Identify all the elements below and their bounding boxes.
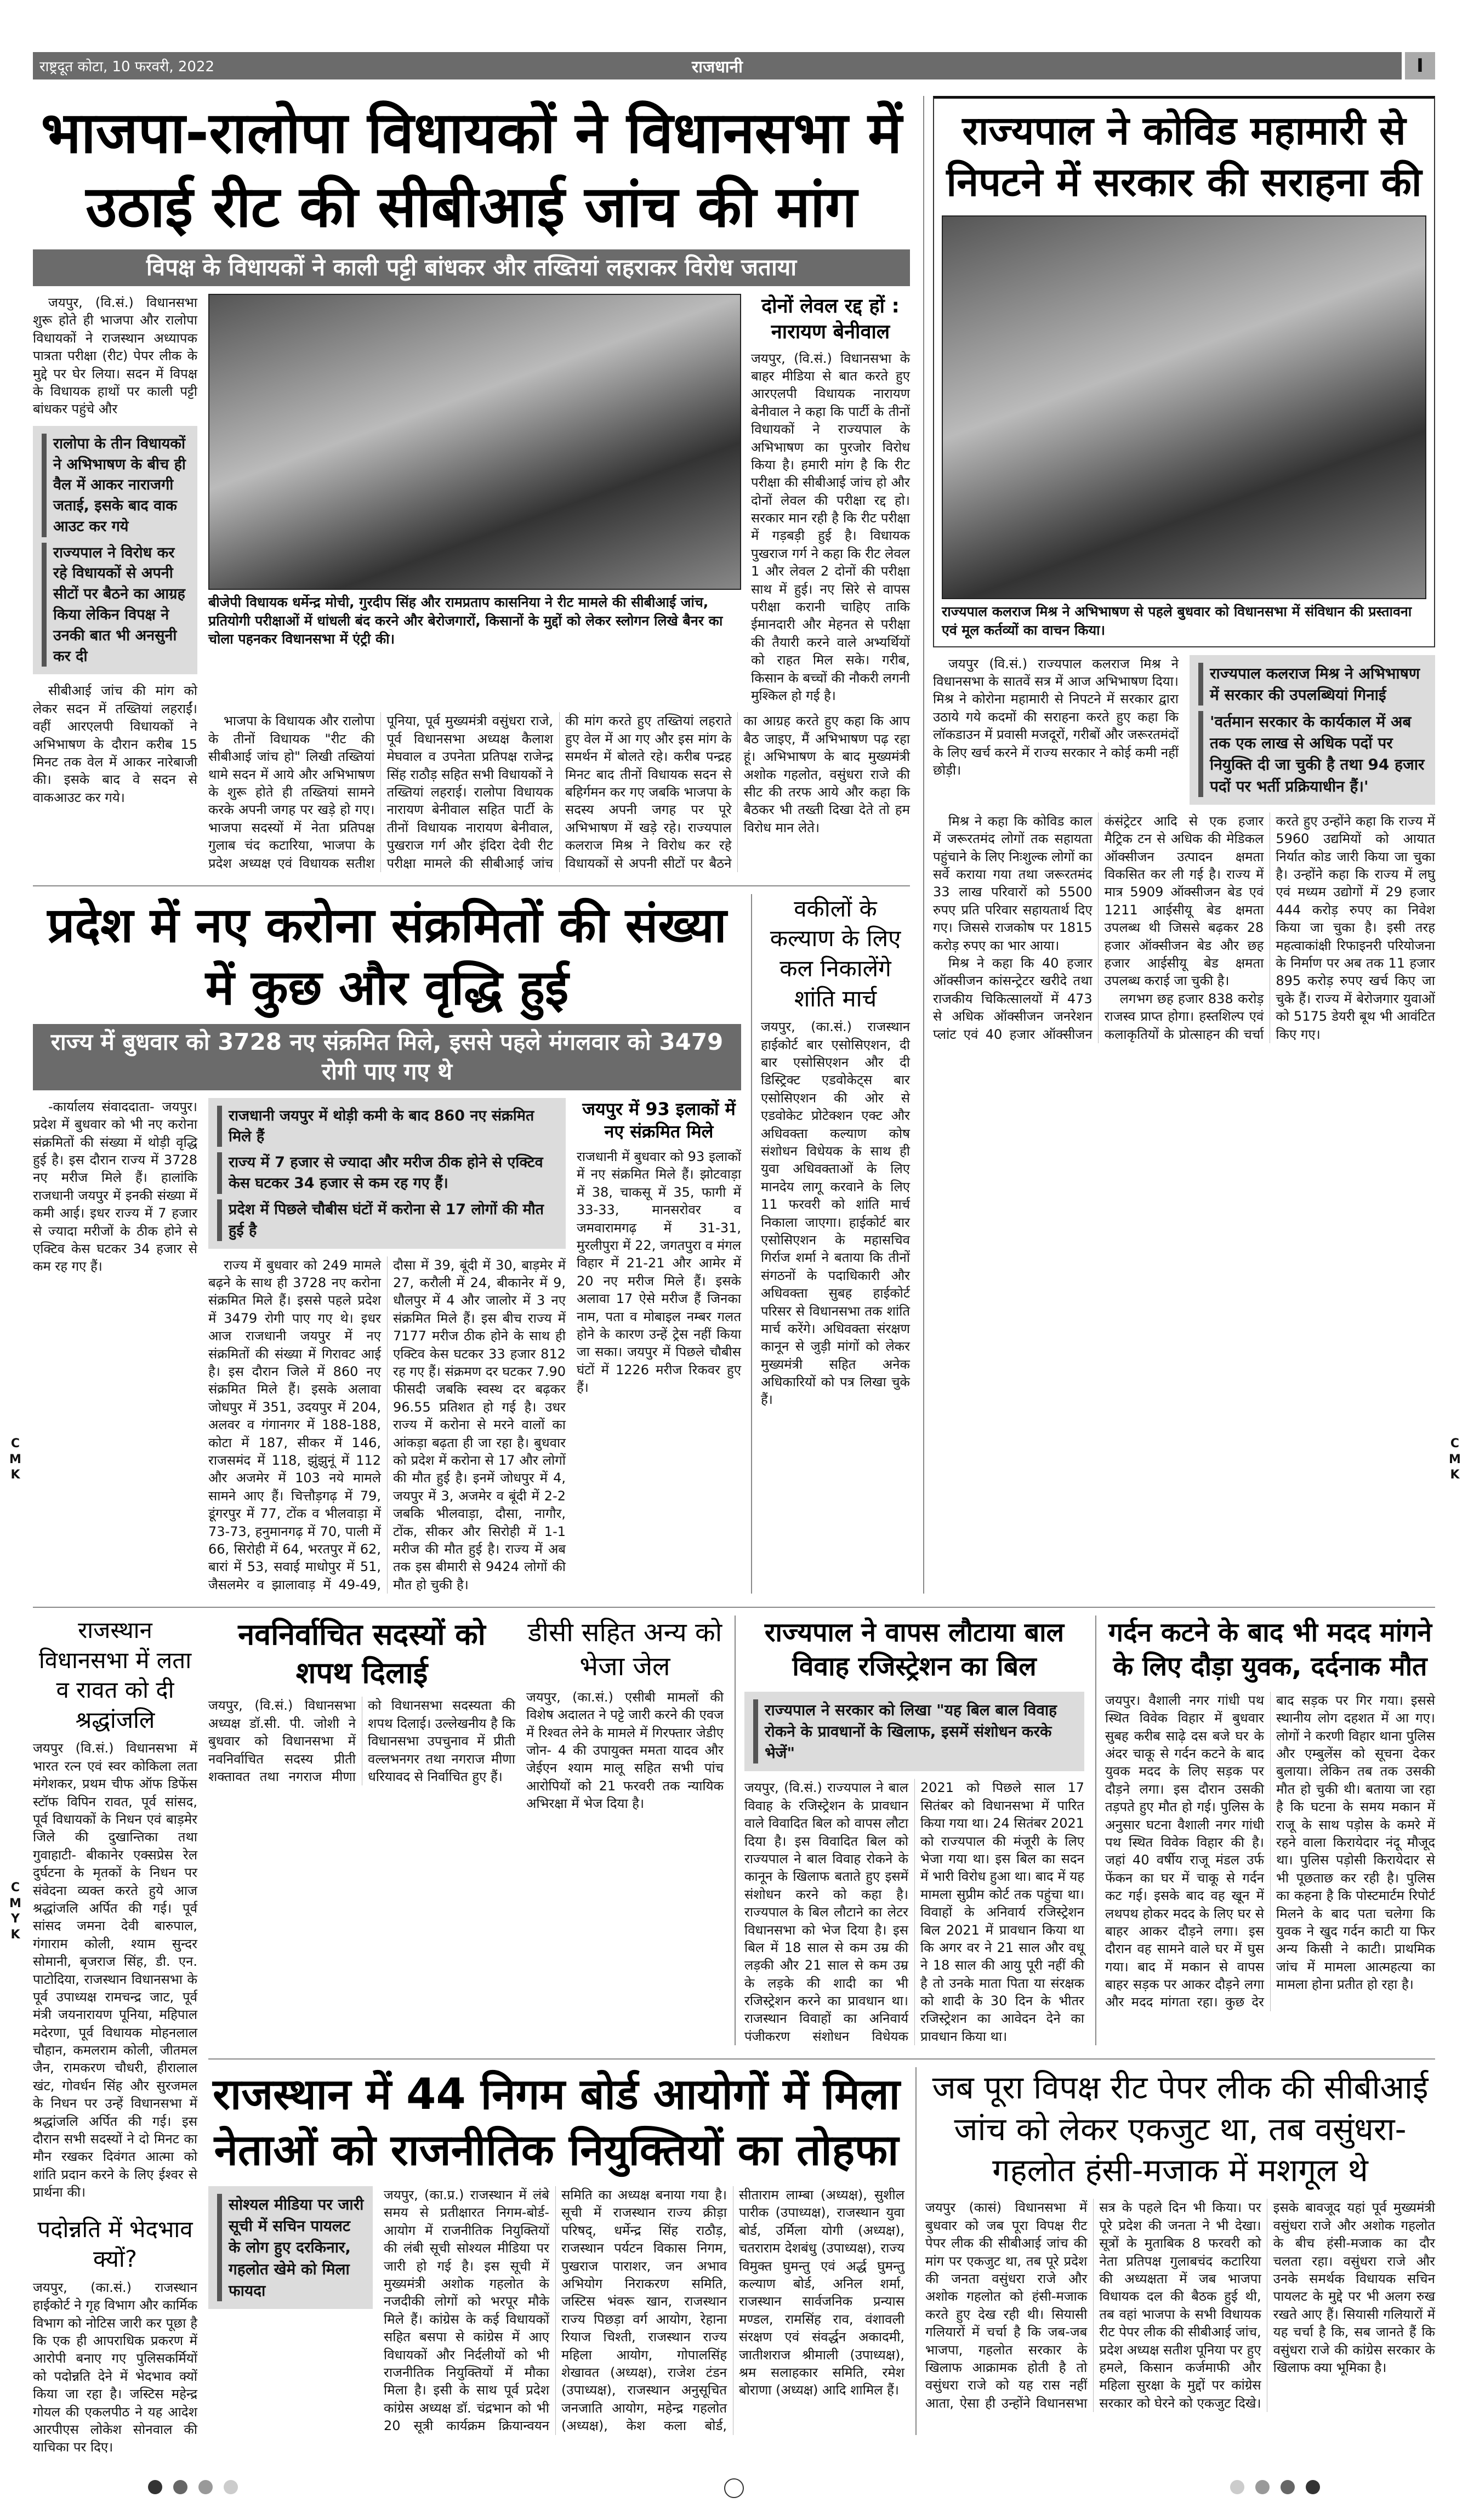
lead-paragraph: जयपुर, (वि.सं.) विधानसभा शुरू होते ही भाजपा और रालोपा विधायकों ने राजस्थान अध्यापक पात्रता परीक्षा (रीट) पेपर लीक के मुद्दे पर घेर लिया। सदन में विपक्ष के विधायक हाथों पर काली पट्टी बांधकर पहुंचे और — [33, 294, 197, 417]
corona-story — [33, 894, 741, 1594]
governor-highlights — [1190, 655, 1435, 805]
cmyk-mark-right — [1448, 1436, 1461, 1483]
corona-headline: प्रदेश में नए करोना संक्रमितों की संख्या में कुछ और वृद्धि हुई — [47, 896, 727, 1016]
governor-headline: राज्यपाल ने कोविड महामारी से निपटने में सरकार की सराहना की — [946, 107, 1422, 205]
corona-subhead: राज्य में बुधवार को 3728 नए संक्रमित मिले, इससे पहले मंगलवार को 3479 रोगी पाए गए थे — [33, 1024, 741, 1090]
corona-body-2 — [208, 1256, 566, 1594]
corona-body-3: राजधानी में बुधवार को 93 इलाकों में नए संक्रमित मिले हैं। झोटवाड़ा में 38, चाकसू में 35, फागी में 33-33, मानसरोवर व जमवारामगढ़ में 31-31, मुरलीपुरा में 22, जगतपुरा व मंगल विहार में 21-21 और आमेर में 20 नए मरीज मिले हैं। इसके अलावा 17 ऐसे मरीज हैं जिनका नाम, पता व मोबाइल नम्बर गलत होने के कारण उन्हें ट्रेस नहीं किया जा सका। जयपुर में पिछले चौबीस घंटों में 1226 मरीज रिकवर हुए हैं। — [577, 1149, 741, 1396]
color-dot — [224, 2480, 238, 2494]
color-dot — [198, 2480, 213, 2494]
lead-headline: भाजपा-रालोपा विधायकों ने विधानसभा में उठाई रीट की सीबीआई जांच की मांग — [41, 99, 902, 241]
lead-cont — [33, 682, 197, 806]
masthead-bar — [33, 52, 1402, 79]
row-b — [208, 1615, 1435, 2045]
cmyk-letter: Y — [11, 1912, 20, 1926]
highlight-item: राज्य में 7 हजार से ज्यादा और मरीज ठीक होने से एक्टिव केस घटकर 34 हजार से कम रह गए हैं। — [217, 1152, 557, 1194]
cmyk-letter: M — [1449, 1452, 1461, 1466]
ret-story — [915, 2067, 1435, 2434]
appointments-headline: राजस्थान में 44 निगम बोर्ड आयोगों में मिला नेताओं को राजनीतिक नियुक्तियों का तोहफा — [213, 2070, 900, 2175]
governor-paragraph: लगभग छह हजार 838 करोड़ राजस्व प्राप्त होगा। हस्तशिल्प एवं कलाकृतियों के प्रोत्साहन की चर्चा करते हुए उन्होंने कहा कि राज्य में 5960 उद्यमियों को आयात निर्यात कोड जारी किया जा चुका है। उन्होंने कहा कि राज्य में लघु एवं मध्यम उद्योगों में 29 हजार 444 करोड़ रुपए का निवेश किया जा चुका है। इसी तरह महत्वाकांक्षी रिफाइनरी परियोजना के निर्माण पर अब तक 11 हजार 895 करोड़ रुपए खर्च किए जा चुके हैं। राज्य में बेरोजगार युवाओं को 5175 डेयरी बूथ भी आवंटित किए गए। — [1104, 813, 1435, 1042]
governor-paragraph: जयपुर (वि.सं.) राज्यपाल कलराज मिश्र ने विधानसभा के सातवें सत्र में आज अभिभाषण दिया। मिश्र ने कोरोना महामारी से निपटने में सरकार द्वारा उठाये गये कदमों की सराहना करते हुए कहा कि लॉकडाउन में प्रवासी मजदूरों, गरीबों और जरूरतमंदों के लिए खर्च करने में राज्य सरकार ने कोई कमी नहीं छोड़ी। — [933, 656, 1179, 778]
lawyers-body: जयपुर, (का.सं.) राजस्थान हाईकोर्ट बार एसोसिएशन, दी बार एसोसिएशन और दी डिस्ट्रिक्ट एडवोकेट्स बार एसोसिएशन की ओर से एडवोकेट प्रोटेक्शन एक्ट और अधिवक्ता कल्याण कोष संशोधन विधेयक के साथ ही युवा अधिवक्ताओं के लिए मानदेय लागू करवाने के लिए 11 फरवरी को शांति मार्च निकाला जाएगा। हाईकोर्ट बार एसोसिएशन के महासचिव गिर्राज शर्मा ने बताया कि तीनों संगठनों के पदाधिकारी और अधिवक्ता सुबह हाईकोर्ट परिसर से विधानसभा तक शांति मार्च करेंगे। अधिवक्ता संरक्षण कानून से जुड़ी मांगों को लेकर मुख्यमंत्री सहित अनेक अधिकारियों को पत्र लिखा चुके हैं। — [761, 1019, 910, 1408]
corona-body-1 — [33, 1098, 197, 1594]
highlight-item: रालोपा के तीन विधायकों ने अभिभाषण के बीच ही वैल में आकर नाराजगी जताई, इसके बाद वाक आउट कर गये — [42, 434, 189, 537]
lead-right-area — [208, 294, 910, 872]
governor-photo — [942, 215, 1426, 599]
highlight-item: राज्यपाल ने सरकार को लिखा "यह बिल बाल विवाह रोकने के प्रावधानों के खिलाफ, इसमें संशोधन करके भेजें" — [753, 1699, 1076, 1764]
row-c — [208, 2058, 1435, 2434]
appointments-story — [208, 2067, 904, 2434]
cmyk-letter: C — [1450, 1437, 1460, 1450]
page-number: I — [1405, 52, 1435, 79]
cmyk-letter: M — [9, 1896, 21, 1910]
oath-headline: नवनिर्वाचित सदस्यों को शपथ दिलाई — [238, 1617, 486, 1691]
lead-highlights — [33, 426, 197, 675]
oath-story — [208, 1615, 515, 2045]
highlight-item: सोश्यल मीडिया पर जारी सूची में सचिन पायलट के लोग हुए दरकिनार, गहलोत खेमे को मिला फायदा — [217, 2194, 364, 2301]
lead-left-column — [33, 294, 197, 872]
top-left — [33, 96, 910, 1594]
lead-photo-caption: बीजेपी विधायक धर्मेन्द्र मोची, गुरदीप सिंह और रामप्रताप कासनिया ने रीट मामले की सीबीआई जांच, प्रतियोगी परीक्षाओं में धांधली बंद करने और बेरोजगारों, किसानों के मुद्दों को लेकर स्लोगन लिखे बैनर का चोला पहनकर विधानसभा में एंट्री की। — [208, 594, 723, 647]
child-marriage-body: जयपुर, (वि.सं.) राज्यपाल ने बाल विवाह के रजिस्ट्रेशन के प्रावधान वाले विवादित बिल को वापस लौटा दिया है। इस विवादित बिल को राज्यपाल ने बाल विवाह रोकने के कानून के खिलाफ बताते हुए इसमें संशोधन करने को कहा है। राज्यपाल के बिल लौटाने का लेटर विधानसभा को भेज दिया है। इस बिल में 18 साल से कम उम्र की लड़की और 21 साल से कम उम्र के लड़के की शादी का भी रजिस्ट्रेशन करने का प्रावधान था। राजस्थान विवाहों का अनिवार्य पंजीकरण संशोधन विधेयक 2021 को पिछले साल 17 सितंबर को विधानसभा में पारित किया गया था। 24 सितंबर 2021 को राज्यपाल की मंजूरी के लिए भेजा गया था। इस बिल का सदन में भारी विरोध हुआ था। बाद में यह मामला सुप्रीम कोर्ट तक पहुंचा था। विवाहों के अनिवार्य रजिस्ट्रेशन बिल 2021 में प्रावधान किया था कि अगर वर ने 21 साल और वधू ने 18 साल की आयु पूरी नहीं की है तो उनके माता पिता या संरक्षक को शादी के 30 दिन के भीतर रजिस्ट्रेशन का आवेदन देने का प्रावधान किया था। — [744, 1780, 1084, 2044]
neck-body: जयपुर। वैशाली नगर गांधी पथ स्थित विवेक विहार में बुधवार सुबह करीब साढ़े दस बजे घर के अंदर चाकू से गर्दन कटने के बाद युवक मदद के लिए सड़क पर दौड़ने लगा। इस दौरान उसकी तड़पते हुए मौत हो गई। पुलिस के अनुसार घटना वैशाली नगर गांधी पथ स्थित विवेक विहार की है। जहां 40 वर्षीय राजू मंडल उर्फ फेंकन का घर में चाकू से गर्दन कट गई। इसके बाद वह खून में लथपथ होकर मदद के लिए घर से बाहर आकर दौड़ने लगा। इस दौरान वह सामने वाले घर में घुस गया। बाद में मकान से वापस बाहर सड़क पर आकर दौड़ने लगा और मदद मांगता रहा। कुछ देर बाद सड़क पर गिर गया। इससे स्थानीय लोग दहशत में आ गए। लोगों ने करणी विहार थाना पुलिस और एम्बुलेंस को सूचना देकर बुलाया। लेकिन तब तक उसकी मौत हो चुकी थी। बताया जा रहा है कि घटना के समय मकान में राजू के साथ पड़ोस के कमरे में रहने वाला किरायेदार नंदू मौजूद था। पुलिस पड़ोसी किरायेदार से भी पूछताछ कर रही है। पुलिस का कहना है कि पोस्टमार्टम रिपोर्ट मिलने के बाद पता चलेगा कि युवक ने खुद गर्दन काटी या फिर अन्य किसी ने काटी। प्राथमिक जांच में मामला आत्महत्या का मामला होना प्रतीत हो रहा है। — [1105, 1692, 1435, 2010]
lead-intro — [33, 294, 197, 418]
appointments-columns — [208, 2186, 904, 2434]
masthead — [33, 52, 1435, 79]
color-dot — [1281, 2480, 1295, 2494]
bills-row — [735, 1615, 1435, 2045]
tribute-headline: राजस्थान विधानसभा में लता व रावत को दी श्रद्धांजलि — [38, 1617, 192, 1733]
beniwal-headline: दोनों लेवल रद्द हों : नारायण बेनीवाल — [761, 294, 900, 343]
highlight-item: 'वर्तमान सरकार के कार्यकाल में अब तक एक लाख से अधिक पदों पर नियुक्ति दी जा चुकी है तथा 94 हजार पदों पर भर्ती प्रक्रियाधीन हैं।' — [1198, 711, 1426, 797]
corona-columns — [33, 1098, 741, 1594]
highlight-item: राजधानी जयपुर में थोड़ी कमी के बाद 860 नए संक्रमित मिले हैं — [217, 1106, 557, 1147]
corona-highlights — [208, 1098, 566, 1249]
ret-body: जयपुर (कासं) विधानसभा में बुधवार को जब पूरा विपक्ष रीट पेपर लीक की सीबीआई जांच की मांग पर एकजुट था, तब पूरे प्रदेश की जनता वसुंधरा राजे और अशोक गहलोत को हंसी-मजाक करते हुए देख रही थी। सियासी गलियारों में चर्चा है कि जब-जब भाजपा, गहलोत सरकार के खिलाफ आक्रामक होती है तो वसुंधरा राजे को यह रास नहीं आता, ऐसा ही उन्होंने विधानसभा सत्र के पहले दिन भी किया। पर पूरे प्रदेश की जनता ने भी देखा। सूत्रों के मुताबिक 8 फरवरी को नेता प्रतिपक्ष गुलाबचंद कटारिया की अध्यक्षता में जब भाजपा विधायक दल की बैठक हुई थी, तब वहां भाजपा के सभी विधायक रीट पेपर लीक की सीबीआई जांच, प्रदेश अध्यक्ष सतीश पूनिया पर हुए हमले, किसान कर्जमाफी और महिला सुरक्षा के मुद्दों पर कांग्रेस सरकार को घेरने को एकजुट दिखे। इसके बावजूद यहां पूर्व मुख्यमंत्री वसुंधरा राजे और अशोक गहलोत के बीच हंसी-मजाक का दौर चलता रहा। वसुंधरा राजे और उनके समर्थक विधायक सचिन पायलट के मुद्दे पर भी अलग रुख रखते आए हैं। सियासी गलियारों में यह चर्चा है कि, सब जानते हैं कि वसुंधरा राजे की कांग्रेस सरकार के खिलाफ क्या भूमिका है। — [925, 2200, 1435, 2411]
lower-right-area — [208, 1615, 1435, 2456]
registration-dots — [143, 2480, 724, 2496]
governor-paragraph: मिश्र ने कहा कि 40 हजार ऑक्सीजन कांसन्ट्रेटर खरीदे तथा राजकीय चिकित्सालयों में 473 से अधिक ऑक्सीजन जनरेशन प्लांट एवं 40 हजार ऑक्सीजन कंसंट्रेटर आदि से एक हजार मैट्रिक टन से अधिक की मेडिकल ऑक्सीजन उत्पादन क्षमता विकसित कर ली गई है। राज्य में मात्र 5909 ऑक्सीजन बेड एवं 1211 आईसीयू बेड क्षमता उपलब्ध थी जिससे बढ़कर 28 हजार ऑक्सीजन बेड और छह हजार आईसीयू बेड क्षमता उपलब्ध कराई जा चुकी है। — [933, 813, 1264, 1042]
lead-paragraph: भाजपा के विधायक और रालोपा के तीनों विधायक "रीट की सीबीआई जांच हो" लिखी तख्तियां थामे सदन में आये और अभिभाषण के शुरू होते ही तख्तियां सामने करके अपनी जगह पर खड़े हो गए। भाजपा सदस्यों में नेता प्रतिपक्ष गुलाब चंद कटारिया, भाजपा के प्रदेश अध्यक्ष एवं विधायक सतीश पूनिया, पूर्व मुख्यमंत्री वसुंधरा राजे, पूर्व विधानसभा अध्यक्ष कैलाश मेघवाल व उपनेता प्रतिपक्ष राजेन्द्र सिंह राठौड़ सहित सभी विधायकों ने तख्तियां लहराई। रालोपा विधायक नारायण बेनीवाल सहित पार्टी के तीनों विधायक नारायण बेनीवाल, पुखराज गर्ग और इंदिरा देवी रीट परीक्षा मामले की सीबीआई जांच की मांग करते हुए तख्तियां लहराते हुए वेल में आ गए और इस मांग के समर्थन में बोलते रहे। करीब पन्द्रह मिनट बाद तीनों विधायक सदन से बहिर्गमन कर गए जबकि भाजपा के सदस्य अपनी जगह पर पूरे अभिभाषण में खड़े रहे। राज्यपाल कलराज मिश्र ने विरोध कर रहे विधायकों से अपनी सीटों पर बैठने का आग्रह करते हुए कहा कि आप बैठ जाइए, मैं अभिभाषण पढ़ रहा हूं। अभिभाषण के बाद मुख्यमंत्री अशोक गहलोत, वसुंधरा राजे की सीट की तरफ आये और कहा कि बैठकर भी तख्ती दिखा देते तो हम विरोध मान लेते। — [208, 713, 910, 871]
neck-story — [1095, 1615, 1435, 2045]
color-dot — [148, 2480, 162, 2494]
cmyk-letter: M — [9, 1452, 21, 1466]
cmyk-letter: C — [10, 1881, 20, 1895]
appointments-body: जयपुर, (का.प्र.) राजस्थान में लंबे समय से प्रतीक्षारत निगम-बोर्ड-आयोग में राजनीतिक नियुक्तियों की लंबी सूची सोश्यल मीडिया पर जारी हो गई है। इस सूची में मुख्यमंत्री अशोक गहलोत के नजदीकी लोगों को भरपूर मौके मिले हैं। कांग्रेस के कई विधायकों सहित बसपा से कांग्रेस में आए विधायकों और निर्दलीयों को भी राजनीतिक नियुक्तियों में मौका मिला है। इसी के साथ पूर्व प्रदेश कांग्रेस अध्यक्ष डॉ. चंद्रभान को भी 20 सूत्री कार्यक्रम क्रियान्वयन समिति का अध्यक्ष बनाया गया है। सूची में राजस्थान राज्य क्रीड़ा परिषद्, धर्मेन्द्र सिंह राठौड़, राजस्थान पर्यटन विकास निगम, पुखराज पाराशर, जन अभाव अभियोग निराकरण समिति, जस्टिस भंवरू खान, राजस्थान राज्य पिछड़ा वर्ग आयोग, रेहाना रियाज चिश्ती, राजस्थान राज्य महिला आयोग, गोपालसिंह शेखावत (अध्यक्ष), राजेश टंडन (उपाध्यक्ष), राजस्थान अनुसूचित जनजाति आयोग, महेन्द्र गहलोत (अध्यक्ष), केश कला बोर्ड, सीताराम लाम्बा (अध्यक्ष), सुशील पारीक (उपाध्यक्ष), राजस्थान युवा बोर्ड, उर्मिला योगी (अध्यक्ष), चतराराम देशबंधु (उपाध्यक्ष), राज्य विमुक्त घुमन्तु एवं अर्द्ध घुमन्तु कल्याण बोर्ड, अनिल शर्मा, राजस्थान सार्वजनिक प्रन्यास मण्डल, रामसिंह राव, वंशावली संरक्षण एवं संवर्द्धन अकादमी, जातीशराज श्रीमाली (उपाध्यक्ष), श्रम सलाहकार समिति, रमेश बोराणा (अध्यक्ष) आदि शामिल हैं। — [384, 2187, 904, 2434]
corona-middle — [208, 1098, 566, 1594]
governor-photo-caption: राज्यपाल कलराज मिश्र ने अभिभाषण से पहले बुधवार को विधानसभा में संविधान की प्रस्तावना एवं मूल कर्तव्यों का वाचन किया। — [942, 604, 1412, 638]
lower-section — [33, 1607, 1435, 2456]
lead-body — [208, 712, 910, 872]
corona-paragraph: राज्य में बुधवार को 249 मामले बढ़ने के साथ ही 3728 नए करोना संक्रमित मिले हैं। इससे पहले प्रदेश में 3479 रोगी पाए गए थे। इधर आज राजधानी जयपुर में नए संक्रमितों की संख्या में गिरावट आई है। इस दौरान जिले में 860 नए संक्रमित मिले हैं। इसके अलावा जोधपुर में 351, उदयपुर में 204, अलवर व गंगानगर में 188-188, कोटा में 187, सीकर में 146, राजसमंद में 118, झुंझुनूं में 112 और अजमेर में 103 नये मामले सामने आए हैं। चित्तौड़गढ़ में 79, डूंगरपुर में 77, टोंक व भीलवाड़ा में 73-73, हनुमानगढ़ में 70, पाली में 66, सिरोही में 64, भरतपुर में 62, बारां में 53, सवाई माधोपुर में 51, जैसलमेर व झालावाड़ में 49-49, दौसा में 39, बूंदी में 30, बाड़मेर में 27, करौली में 24, बीकानेर में 9, धौलपुर में 4 और जालोर में 3 नए संक्रमित मिले हैं। इस बीच राज्य में 7177 मरीज ठीक होने के साथ ही एक्टिव केस घटकर 33 हजार 812 रह गए हैं। संक्रमण दर घटकर 7.90 फीसदी जबकि स्वस्थ दर बढ़कर 96.55 प्रतिशत हो गई है। उधर राज्य में करोना से मरने वालों का आंकड़ा बढ़ता ही जा रहा है। बुधवार को प्रदेश में करोना से 17 और लोगों की मौत हुई है। इनमें जोधपुर में 4, जयपुर में 3, अजमेर व बूंदी में 2-2 जबकि भीलवाड़ा, दौसा, नागौर, टोंक, सीकर और सिरोही में 1-1 मरीज की मौत हुई है। राज्य में अब तक इस बीमारी से 9424 लोगों की मौत हो चुकी है। — [208, 1257, 566, 1592]
section-name: राजधानी — [692, 57, 743, 77]
beniwal-body: जयपुर, (वि.सं.) विधानसभा के बाहर मीडिया से बात करते हुए आरएलपी विधायक नारायण बेनीवाल ने कहा कि पार्टी के तीनों विधायकों ने राज्यपाल के अभिभाषण का पुरजोर विरोध किया है। हमारी मांग है कि रीट परीक्षा की सीबीआई जांच हो और दोनों लेवल की परीक्षा रद्द हो। सरकार मान रही है कि रीट परीक्षा में गड़बड़ी हुई है। विधायक पुखराज गर्ग ने कहा कि रीट लेवल 1 और लेवल 2 दोनों की परीक्षा साथ में हुई। नए सिरे से वापस परीक्षा करानी चाहिए ताकि ईमानदारी और मेहनत से परीक्षा की तैयारी करने वाले अभ्यर्थियों को राहत मिल सके। गरीब, किसान के बच्चों की नौकरी लगनी मुश्किल हो गई है। — [751, 350, 910, 703]
highlight-item: राज्यपाल कलराज मिश्र ने अभिभाषण में सरकार की उपलब्धियां गिनाई — [1198, 663, 1426, 706]
promotion-headline: पदोन्नति में भेदभाव क्यों? — [37, 2215, 193, 2273]
lead-story — [33, 294, 910, 872]
lead-subhead: विपक्ष के विधायकों ने काली पट्टी बांधकर और तख्तियां लहराकर विरोध जताया — [33, 249, 910, 286]
top-section — [33, 96, 1435, 1594]
lawyers-story — [751, 894, 910, 1594]
jail-body: जयपुर, (का.सं.) एसीबी मामलों की विशेष अदालत ने पट्टे जारी करने की एवज में रिश्वत लेने के मामले में गिरफ्तार जेडीए जोन- 4 की उपायुक्त ममता यादव और जेईएन श्याम मालू सहित सभी पांच आरोपियों को 21 फरवरी तक न्यायिक अभिरक्षा में भेज दिया है। — [526, 1689, 724, 1812]
appointments-highlight — [208, 2186, 373, 2309]
beniwal-story — [751, 294, 910, 704]
corona-paragraph: -कार्यालय संवाददाता- जयपुर। प्रदेश में बुधवार को भी नए करोना संक्रमितों की संख्या में थोड़ी वृद्धि हुई है। इस दौरान राज्य में 3728 नए मरीज मिले हैं। हालांकि राजधानी जयपुर में इनकी संख्या में कमी आई। इधर राज्य में 7 हजार से ज्यादा मरीजों के ठीक होने से एक्टिव केस घटकर 34 हजार से कम रह गए हैं। — [33, 1099, 197, 1275]
corona-subsection-title: जयपुर में 93 इलाकों में नए संक्रमित मिले — [582, 1098, 736, 1142]
cmyk-letter: K — [10, 1468, 20, 1482]
color-dot — [173, 2480, 187, 2494]
cmyk-letter: K — [1450, 1468, 1460, 1482]
highlight-item: राज्यपाल ने विरोध कर रहे विधायकों से अपनी सीटों पर बैठने का आग्रह किया लेकिन विपक्ष ने उनकी बात भी अनसुनी कर दी — [42, 543, 189, 667]
top-right — [923, 96, 1435, 1594]
color-dot — [1306, 2480, 1320, 2494]
governor-paragraph: मिश्र ने कहा कि कोविड काल में जरूरतमंद लोगों तक सहायता पहुंचाने के लिए निःशुल्क लोगों का सर्वे कराया गया तथा जरूरतमंद 33 लाख परिवारों को 5500 रुपए प्रति परिवार सहायतार्थ दिए गए। जिससे राजकोष पर 1815 करोड़ रुपए का भार आया। — [933, 813, 1093, 953]
jail-story — [526, 1615, 724, 2045]
lead-paragraph: सीबीआई जांच की मांग को लेकर सदन में तख्तियां लहराईं। वहीं आरएलपी विधायकों ने अभिभाषण के दौरान करीब 15 मिनट तक वेल में आकर नारेबाजी की। इसके बाद वे सदन से वाकआउट कर गये। — [33, 683, 197, 805]
color-dot — [1230, 2480, 1244, 2494]
cmyk-letter: C — [10, 1437, 20, 1450]
cmyk-mark-left-lower — [9, 1880, 22, 1943]
crosshair-mark — [724, 2478, 744, 2498]
jail-headline: डीसी सहित अन्य को भेजा जेल — [527, 1617, 722, 1682]
governor-story — [933, 96, 1435, 647]
governor-body-left — [933, 655, 1179, 805]
lawyers-headline: वकीलों के कल्याण के लिए कल निकालेंगे शांति मार्च — [770, 895, 901, 1012]
oath-body: जयपुर, (वि.सं.) विधानसभा अध्यक्ष डॉ.सी. पी. जोशी ने बुधवार को विधानसभा में नवनिर्वाचित सदस्य प्रीती शक्तावत तथा नगराज मीणा को विधानसभा सदस्यता की शपथ दिलाई। उल्लेखनीय है कि विधानसभा उपचुनाव में प्रीती वल्लभनगर तथा नगराज मीणा धरियावद से निर्वाचित हुए हैं। — [208, 1698, 515, 1784]
highlight-item: प्रदेश में पिछले चौबीस घंटों में करोना से 17 लोगों की मौत हुई है — [217, 1199, 557, 1241]
lead-photo-row — [208, 294, 910, 704]
neck-headline: गर्दन कटने के बाद भी मदद मांगने के लिए दौड़ा युवक, दर्दनाक मौत — [1108, 1617, 1432, 1682]
cmyk-mark-left — [9, 1436, 22, 1483]
lead-photo — [208, 294, 741, 590]
corona-right — [577, 1098, 741, 1594]
footer-marks — [33, 2478, 1435, 2498]
lower-left-column — [33, 1615, 197, 2456]
tribute-body: जयपुर (वि.सं.) विधानसभा में भारत रत्न एवं स्वर कोकिला लता मंगेशकर, प्रथम चीफ ऑफ डिफेंस स्टॉफ विपिन रावत, पूर्व सांसद, पूर्व विधायकों के निधन एवं बाड़मेर जिले की दुखान्तिका तथा गुवाहाटी- बीकानेर एक्सप्रेस रेल दुर्घटना के मृतकों के निधन पर संवेदना व्यक्त करते हुये आज श्रद्धांजलि अर्पित की गई। पूर्व सांसद जमना देवी बारुपाल, गंगाराम कोली, श्याम सुन्दर सोमानी, बृजराज सिंह, डी. एन. पाटोदिया, राजस्थान विधानसभा के पूर्व उपाध्यक्ष रामचन्द्र जाट, पूर्व मंत्री जयनारायण पूनिया, महिपाल मदेरणा, पूर्व विधायक मोहनलाल चौहान, कमलराम कोली, जीतमल जैन, रामकरण चौधरी, हीरालाल खंट, गोवर्धन सिंह और सुरजमल के निधन पर उन्हें विधानसभा में श्रद्धांजलि अर्पित की गई। इस दौरान सभी सदस्यों ने दो मिनट का मौन रखकर दिवंगत आत्मा को शांति प्रदान करने के लिए ईश्वर से प्रार्थना की। — [33, 1740, 197, 2200]
cmyk-letter: K — [10, 1927, 20, 1942]
promotion-body: जयपुर, (का.सं.) राजस्थान हाईकोर्ट ने गृह विभाग और कार्मिक विभाग को नोटिस जारी कर पूछा है कि एक ही आपराधिक प्रकरण में आरोपी बनाए गए पुलिसकर्मियों को पदोन्नति देने में भेदभाव क्यों किया जा रहा है। जस्टिस महेन्द्र गोयल की एकलपीठ ने यह आदेश आरपीएस लोकेश सोनवाल की याचिका पर दिए। — [33, 2279, 197, 2455]
child-marriage-highlight — [744, 1692, 1084, 1772]
child-marriage-story — [744, 1615, 1084, 2045]
ret-headline: जब पूरा विपक्ष रीट पेपर लीक की सीबीआई जांच को लेकर एकजुट था, तब वसुंधरा-गहलोत हंसी-मजाक में मशगूल थे — [932, 2069, 1429, 2189]
registration-dots — [744, 2480, 1325, 2496]
color-dot — [1255, 2480, 1270, 2494]
corona-row — [33, 885, 910, 1594]
governor-body — [933, 812, 1435, 1043]
date-line: राष्ट्रदूत कोटा, 10 फरवरी, 2022 — [39, 59, 215, 75]
governor-upper — [933, 655, 1435, 805]
child-marriage-headline: राज्यपाल ने वापस लौटाया बाल विवाह रजिस्ट्रेशन का बिल — [764, 1617, 1065, 1682]
